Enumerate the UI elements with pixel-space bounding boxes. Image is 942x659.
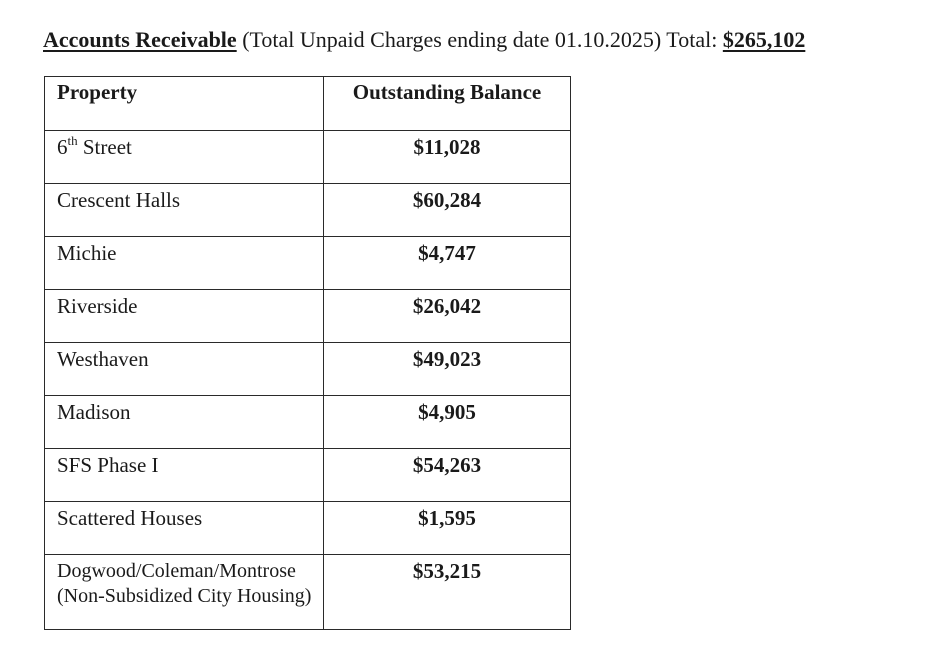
property-cell: SFS Phase I xyxy=(45,449,324,502)
accounts-receivable-table xyxy=(44,76,571,630)
table-row xyxy=(45,184,571,237)
balance-cell: $11,028 xyxy=(324,131,571,184)
balance-cell: $4,905 xyxy=(324,396,571,449)
property-name-number: 6 xyxy=(57,135,68,159)
table-row xyxy=(45,555,571,630)
balance-cell: $4,747 xyxy=(324,237,571,290)
property-cell: Scattered Houses xyxy=(45,502,324,555)
property-name-ordinal: th xyxy=(67,133,78,148)
property-cell: Riverside xyxy=(45,290,324,343)
property-name-rest: Street xyxy=(77,135,132,159)
property-cell: Michie xyxy=(45,237,324,290)
column-header-balance: Outstanding Balance xyxy=(324,77,571,131)
balance-cell: $26,042 xyxy=(324,290,571,343)
table-row xyxy=(45,237,571,290)
column-header-property: Property xyxy=(45,77,324,131)
table-row xyxy=(45,449,571,502)
balance-cell: $49,023 xyxy=(324,343,571,396)
property-cell: Crescent Halls xyxy=(45,184,324,237)
table-row xyxy=(45,290,571,343)
document-heading xyxy=(43,27,805,53)
balance-cell: $54,263 xyxy=(324,449,571,502)
heading-total: $265,102 xyxy=(722,27,806,52)
table-row xyxy=(45,131,571,184)
heading-label: Accounts Receivable xyxy=(43,27,237,52)
table-row xyxy=(45,343,571,396)
table-row xyxy=(45,502,571,555)
property-cell xyxy=(45,131,324,184)
property-cell: Westhaven xyxy=(45,343,324,396)
balance-cell: $1,595 xyxy=(324,502,571,555)
table-row xyxy=(45,396,571,449)
property-cell: Dogwood/Coleman/Montrose (Non-Subsidized City Housing) xyxy=(45,555,324,630)
property-cell: Madison xyxy=(45,396,324,449)
balance-cell: $60,284 xyxy=(324,184,571,237)
table-header-row xyxy=(45,77,571,131)
balance-cell: $53,215 xyxy=(324,555,571,630)
heading-detail: (Total Unpaid Charges ending date 01.10.2025) Total: xyxy=(236,27,723,52)
